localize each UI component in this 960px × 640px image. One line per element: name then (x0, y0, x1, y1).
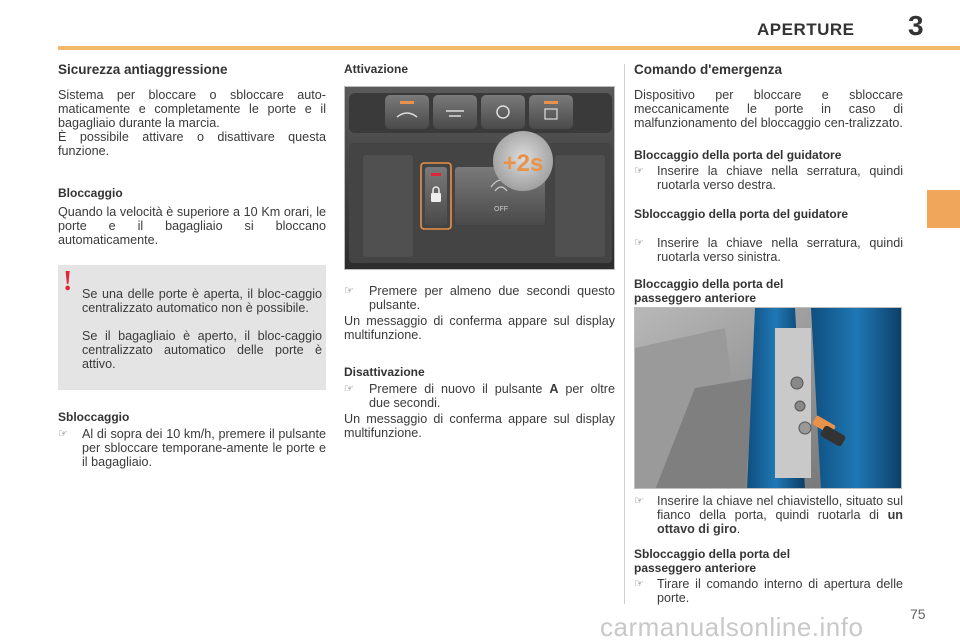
disattivazione-bullet-pre: Premere di nuovo il pulsante (369, 382, 550, 396)
pointing-hand-icon: ☞ (344, 383, 354, 395)
unblock-driver-text: Inserire la chiave nella serratura, quindi ruotarla verso sinistra. (657, 236, 903, 264)
disattivazione-bullet (344, 382, 615, 410)
heading-unblock-passenger: Sbloccaggio della porta del passeggero anteriore (634, 547, 791, 575)
block-passenger-pre: Inserire la chiave nel chiavistello, situato sul fianco della porta, quindi ruotarla di (657, 494, 903, 522)
pointing-hand-icon: ☞ (634, 495, 644, 507)
attivazione-bullet-text: Premere per almeno due secondi questo pulsante. (369, 284, 615, 312)
door-svg (635, 308, 902, 489)
sbloccaggio-bullet (58, 427, 326, 469)
chapter-side-tab (927, 190, 960, 228)
block-passenger-text (657, 494, 903, 536)
fan-icon (433, 95, 477, 129)
bloccaggio-paragraph: Quando la velocità è superiore a 10 Km orari, le porte e il bagagliaio si bloccano automaticamente. (58, 205, 326, 247)
block-passenger-bold: un ottavo di giro (657, 508, 903, 536)
pointing-hand-icon: ☞ (634, 165, 644, 177)
pointing-hand-icon: ☞ (58, 428, 68, 440)
chapter-title: APERTURE (757, 20, 855, 39)
pointing-hand-icon: ☞ (634, 237, 644, 249)
heading-sbloccaggio: Sbloccaggio (58, 410, 130, 424)
heading-block-passenger: Bloccaggio della porta del passeggero anteriore (634, 277, 784, 305)
block-passenger-bullet (634, 494, 903, 536)
block-passenger-post: . (736, 522, 741, 536)
header-rule (58, 46, 960, 50)
disattivazione-bullet-post: per oltre due secondi. (369, 382, 615, 410)
sbloccaggio-bullet-text: Al di sopra dei 10 km/h, premere il pulsante per sbloccare temporane-amente le porte e il bagagliaio. (82, 427, 326, 469)
pointing-hand-icon: ☞ (344, 285, 354, 297)
block-driver-bullet (634, 164, 903, 192)
watermark: carmanualsonline.info (600, 612, 864, 640)
block-driver-text: Inserire la chiave nella serratura, quindi ruotarla verso destra. (657, 164, 903, 192)
warning-paragraph-1: Se una delle porte è aperta, il bloc-caggio centralizzato automatico non è possibile. (82, 287, 322, 315)
heading-disattivazione: Disattivazione (344, 365, 425, 379)
button-a-label: A (549, 382, 559, 396)
attivazione-bullet (344, 284, 615, 312)
unblock-passenger-bullet (634, 577, 903, 605)
console-svg (345, 87, 615, 270)
heading-block-driver: Bloccaggio della porta del guidatore (634, 148, 842, 162)
unblock-passenger-text: Tirare il comando interno di apertura delle porte. (657, 577, 903, 605)
pointing-hand-icon: ☞ (634, 578, 644, 590)
page-number: 75 (910, 606, 926, 622)
door-lock-illustration (634, 307, 902, 489)
warning-box (58, 265, 326, 390)
heading-attivazione: Attivazione (344, 62, 409, 76)
console-button-illustration (344, 86, 615, 270)
disattivazione-paragraph: Un messaggio di conferma appare sul display multifunzione. (344, 412, 615, 440)
intro-paragraph: Sistema per bloccare o sbloccare auto-maticamente e completamente le porte e il bagagliaio durante la marcia. (58, 88, 326, 130)
two-second-badge-text: +2s (502, 150, 544, 177)
recirculation-icon (481, 95, 525, 129)
attivazione-paragraph: Un messaggio di conferma appare sul display multifunzione. (344, 314, 615, 342)
chapter-number: 3 (908, 10, 924, 41)
warning-exclamation-icon: ! (63, 266, 73, 297)
section-title-antiaggression: Sicurezza antiaggressione (58, 62, 228, 77)
section-title-emergency: Comando d'emergenza (634, 62, 782, 77)
defrost-icon (385, 95, 429, 129)
unblock-driver-bullet (634, 236, 903, 264)
disattivazione-bullet-text (369, 382, 615, 410)
rear-defrost-icon (529, 95, 573, 129)
heading-unblock-driver: Sbloccaggio della porta del guidatore (634, 207, 849, 221)
warning-paragraph-2: Se il bagagliaio è aperto, il bloc-caggio centralizzato automatico delle porte è attivo. (82, 329, 322, 371)
off-label: OFF (494, 206, 508, 213)
intro-paragraph-2: È possibile attivare o disattivare questa funzione. (58, 130, 326, 158)
column-divider (624, 64, 625, 604)
emergency-intro: Dispositivo per bloccare e sbloccare meccanicamente le porte in caso di malfunzionamento del bloccaggio cen-tralizzato. (634, 88, 903, 130)
heading-bloccaggio: Bloccaggio (58, 186, 123, 200)
